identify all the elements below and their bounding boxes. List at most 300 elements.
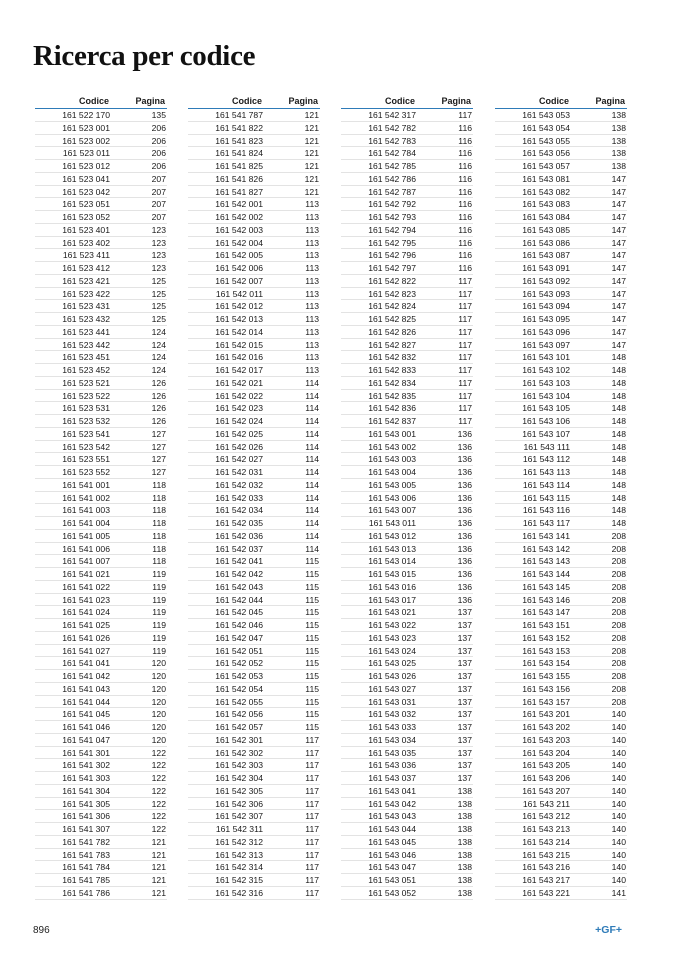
table-row [35,402,167,415]
table-row [188,364,320,377]
code-cell: 161 542 795 [368,237,416,248]
page-cell: 148 [611,467,626,477]
code-cell: 161 541 002 [62,492,110,503]
table-row [188,683,320,696]
table-row [341,823,473,836]
page-cell: 208 [611,645,626,656]
table-row [35,262,167,275]
table-row [495,377,627,390]
table-row [35,530,167,543]
page-cell: 119 [152,569,166,579]
table-row [188,645,320,658]
table-row [495,428,627,441]
code-cell: 161 542 027 [215,454,263,465]
table-row [188,160,320,173]
table-row [341,428,473,441]
table-row [341,224,473,237]
page-title: Ricerca per codice [33,40,256,72]
code-cell: 161 542 823 [368,288,416,299]
table-row [188,466,320,479]
code-cell: 161 543 106 [522,416,570,426]
code-cell: 161 523 402 [62,237,110,248]
code-cell: 161 542 832 [368,352,416,363]
page-cell: 148 [611,365,626,375]
page-cell: 114 [305,530,319,541]
page-cell: 138 [457,798,472,809]
page-cell: 140 [611,824,626,834]
code-cell: 161 542 033 [215,492,263,503]
page-cell: 120 [151,696,166,707]
page-cell: 117 [458,416,472,426]
page-cell: 115 [305,581,319,592]
page-cell: 136 [457,428,472,439]
table-row [495,670,627,683]
code-cell: 161 541 785 [62,875,110,885]
page-cell: 136 [457,556,472,567]
code-cell: 161 543 035 [368,747,416,758]
code-cell: 161 543 216 [522,862,570,873]
code-cell: 161 542 837 [368,416,416,426]
page-cell: 121 [304,161,319,171]
code-cell: 161 543 103 [522,377,570,388]
table-row [495,581,627,594]
table-row [35,135,167,148]
page-cell: 126 [151,416,166,426]
code-cell: 161 543 147 [522,607,570,618]
page-cell: 137 [457,658,472,669]
page-cell: 120 [151,722,166,732]
table-row [188,390,320,403]
page-cell: 113 [305,365,319,375]
page-cell: 121 [151,836,166,847]
table-row [188,173,320,186]
table-row [188,453,320,466]
table-row [341,160,473,173]
code-cell: 161 543 015 [368,569,416,579]
table-row [495,211,627,224]
code-cell: 161 542 037 [215,543,263,554]
code-cell: 161 543 155 [522,671,570,681]
table-row [35,568,167,581]
table-row [341,351,473,364]
page-cell: 147 [611,237,626,248]
table-row [341,275,473,288]
code-cell: 161 542 057 [215,722,263,732]
page-cell: 121 [304,148,319,159]
code-cell: 161 543 207 [522,785,570,796]
page-cell: 118 [152,530,166,541]
code-cell: 161 541 001 [62,479,110,490]
page-cell: 140 [611,760,626,771]
table-row [495,772,627,785]
page-cell: 115 [305,569,319,579]
code-cell: 161 543 001 [368,428,416,439]
table-row [341,657,473,670]
code-cell: 161 523 421 [62,275,110,286]
page-cell: 148 [611,377,626,388]
table-row [188,606,320,619]
code-cell: 161 523 532 [62,416,110,426]
code-column-1 [35,95,167,900]
code-cell: 161 543 213 [522,824,570,834]
page-cell: 136 [457,454,472,465]
page-cell: 117 [458,326,472,337]
page-cell: 138 [611,122,626,133]
table-row [495,696,627,709]
code-cell: 161 522 170 [62,110,110,120]
table-row [495,441,627,454]
page-cell: 138 [611,148,626,159]
code-cell: 161 542 317 [368,110,416,120]
table-row [495,517,627,530]
code-cell: 161 543 154 [522,658,570,669]
page-cell: 147 [611,212,626,222]
table-row [35,122,167,135]
table-row [341,390,473,403]
table-row [35,109,167,122]
page-cell: 118 [152,479,166,490]
table-row [341,683,473,696]
page-cell: 206 [151,135,166,146]
page-cell: 124 [151,352,166,363]
code-cell: 161 523 002 [62,135,110,146]
page-cell: 117 [458,377,472,388]
page-cell: 137 [457,734,472,745]
page-cell: 117 [305,734,319,745]
table-row [341,772,473,785]
table-row [495,504,627,517]
table-row [188,887,320,900]
table-row [35,619,167,632]
code-cell: 161 543 104 [522,390,570,401]
page-cell: 138 [611,161,626,171]
code-cell: 161 543 085 [522,224,570,235]
code-cell: 161 542 026 [215,441,263,452]
table-row [35,734,167,747]
page-cell: 122 [151,798,166,809]
code-cell: 161 523 542 [62,441,110,452]
code-cell: 161 542 041 [215,556,263,567]
page-cell: 117 [458,110,472,120]
code-cell: 161 541 783 [62,849,110,860]
table-row [35,351,167,364]
code-cell: 161 543 093 [522,288,570,299]
code-cell: 161 523 052 [62,212,110,222]
table-row [188,543,320,556]
table-row [35,555,167,568]
table-row [341,836,473,849]
code-cell: 161 523 442 [62,339,110,350]
page-cell: 117 [458,314,472,324]
table-row [341,645,473,658]
page-cell: 140 [611,836,626,847]
code-cell: 161 543 033 [368,722,416,732]
page-cell: 208 [611,658,626,669]
code-cell: 161 542 782 [368,122,416,133]
code-cell: 161 541 826 [215,173,263,184]
page-cell: 119 [152,607,166,618]
page-cell: 137 [457,620,472,630]
code-cell: 161 543 214 [522,836,570,847]
table-row [188,759,320,772]
page-cell: 122 [151,785,166,796]
code-cell: 161 543 107 [522,428,570,439]
page-cell: 148 [611,505,626,516]
code-cell: 161 541 022 [62,581,110,592]
page-cell: 121 [151,887,166,898]
page-cell: 148 [611,441,626,452]
table-row [341,619,473,632]
code-cell: 161 543 143 [522,556,570,567]
table-row [495,262,627,275]
table-row [188,300,320,313]
page-cell: 137 [457,645,472,656]
page-cell: 140 [611,849,626,860]
table-row [188,632,320,645]
page-cell: 140 [611,811,626,822]
page-cell: 208 [611,671,626,681]
page-cell: 137 [457,671,472,681]
code-cell: 161 543 215 [522,849,570,860]
table-row [35,479,167,492]
page-cell: 114 [305,390,319,401]
code-cell: 161 542 305 [215,785,263,796]
table-row [35,849,167,862]
code-cell: 161 543 025 [368,658,416,669]
code-cell: 161 543 113 [522,467,570,477]
code-cell: 161 543 007 [368,505,416,516]
page-cell: 113 [305,275,319,286]
table-row [495,530,627,543]
code-cell: 161 523 522 [62,390,110,401]
code-cell: 161 542 307 [215,811,263,822]
table-row [35,874,167,887]
table-row [188,224,320,237]
page-cell: 113 [305,263,319,273]
code-cell: 161 543 084 [522,212,570,222]
page-cell: 122 [151,747,166,758]
code-cell: 161 542 007 [215,275,263,286]
page-cell: 138 [611,110,626,120]
table-row [495,645,627,658]
code-cell: 161 543 034 [368,734,416,745]
table-row [188,657,320,670]
table-row [495,887,627,900]
table-row [35,186,167,199]
page-cell: 115 [305,683,319,694]
page-cell: 206 [151,122,166,133]
page-cell: 115 [305,645,319,656]
table-row [341,568,473,581]
code-cell: 161 542 787 [368,186,416,197]
code-cell: 161 543 047 [368,862,416,873]
code-cell: 161 542 046 [215,620,263,630]
code-cell: 161 543 052 [368,887,416,898]
table-row [341,339,473,352]
code-cell: 161 541 823 [215,135,263,146]
table-row [495,708,627,721]
code-cell: 161 542 017 [215,365,263,375]
table-row [188,555,320,568]
page-cell: 119 [152,594,166,605]
table-row [495,237,627,250]
table-row [188,402,320,415]
code-cell: 161 542 312 [215,836,263,847]
table-row [188,810,320,823]
code-cell: 161 542 783 [368,135,416,146]
code-cell: 161 542 013 [215,314,263,324]
table-row [35,606,167,619]
page-cell: 113 [305,326,319,337]
table-row [495,810,627,823]
code-cell: 161 543 083 [522,199,570,210]
page-cell: 115 [305,658,319,669]
table-row [495,300,627,313]
page-cell: 208 [611,594,626,605]
page-cell: 117 [458,275,472,286]
page-cell: 208 [611,607,626,618]
page-cell: 116 [458,237,472,248]
table-row [35,836,167,849]
page-cell: 208 [611,543,626,554]
code-cell: 161 543 051 [368,875,416,885]
header-page: Pagina [595,96,625,106]
table-row [188,249,320,262]
table-row [341,198,473,211]
table-row [188,377,320,390]
code-cell: 161 541 307 [62,824,110,834]
table-row [188,186,320,199]
table-row [188,441,320,454]
page-cell: 136 [457,594,472,605]
code-cell: 161 543 005 [368,479,416,490]
page-cell: 117 [458,390,472,401]
page-cell: 127 [151,441,166,452]
table-row [341,377,473,390]
table-row [341,874,473,887]
page-cell: 125 [151,288,166,299]
page-cell: 140 [611,862,626,873]
page-cell: 118 [152,505,166,516]
code-cell: 161 543 091 [522,263,570,273]
table-row [341,186,473,199]
page-cell: 114 [305,403,319,414]
page-cell: 114 [305,492,319,503]
table-row [341,632,473,645]
code-cell: 161 542 314 [215,862,263,873]
page-cell: 120 [151,658,166,669]
table-row [35,326,167,339]
table-row [35,772,167,785]
page-cell: 115 [305,632,319,643]
table-row [341,708,473,721]
page-cell: 147 [611,339,626,350]
code-cell: 161 542 054 [215,683,263,694]
table-row [188,670,320,683]
table-row [495,555,627,568]
page-cell: 117 [305,785,319,796]
table-row [495,390,627,403]
page-cell: 208 [611,683,626,694]
code-cell: 161 542 022 [215,390,263,401]
table-row [35,632,167,645]
code-cell: 161 543 201 [522,709,570,720]
table-row [35,160,167,173]
page-cell: 121 [304,135,319,146]
table-row [35,683,167,696]
table-row [495,339,627,352]
page-cell: 116 [458,250,472,261]
code-cell: 161 541 302 [62,760,110,771]
page-cell: 148 [611,390,626,401]
page-cell: 136 [457,530,472,541]
code-cell: 161 542 042 [215,569,263,579]
page-cell: 120 [151,709,166,720]
code-cell: 161 543 027 [368,683,416,694]
code-cell: 161 542 315 [215,875,263,885]
code-cell: 161 523 441 [62,326,110,337]
page-cell: 113 [305,314,319,324]
table-row [35,581,167,594]
code-cell: 161 543 146 [522,594,570,605]
table-row [495,721,627,734]
code-cell: 161 523 452 [62,365,110,375]
header-page: Pagina [135,96,165,106]
code-cell: 161 542 006 [215,263,263,273]
table-row [341,326,473,339]
code-cell: 161 543 042 [368,798,416,809]
table-row [188,581,320,594]
table-row [35,721,167,734]
page-cell: 115 [305,696,319,707]
table-row [341,288,473,301]
page-cell: 122 [151,811,166,822]
code-cell: 161 542 024 [215,416,263,426]
code-cell: 161 543 102 [522,365,570,375]
table-row [35,517,167,530]
table-row [35,504,167,517]
page-cell: 140 [611,798,626,809]
table-row [188,415,320,428]
page-cell: 115 [305,709,319,720]
page-cell: 206 [151,161,166,171]
table-row [495,543,627,556]
page-cell: 147 [611,250,626,261]
table-row [495,594,627,607]
table-row [341,313,473,326]
page-cell: 113 [305,199,319,210]
table-row [35,390,167,403]
page-cell: 113 [305,250,319,261]
table-row [35,696,167,709]
table-row [35,237,167,250]
page-cell: 121 [304,173,319,184]
code-cell: 161 542 001 [215,199,263,210]
code-cell: 161 541 026 [62,632,110,643]
table-row [188,262,320,275]
page-cell: 117 [305,862,319,873]
code-cell: 161 543 151 [522,620,570,630]
table-row [341,122,473,135]
page-cell: 148 [611,492,626,503]
table-row [35,645,167,658]
page-cell: 116 [458,173,472,184]
page-cell: 117 [458,365,472,375]
page-cell: 136 [457,467,472,477]
table-row [341,810,473,823]
code-cell: 161 542 043 [215,581,263,592]
page-cell: 116 [458,135,472,146]
